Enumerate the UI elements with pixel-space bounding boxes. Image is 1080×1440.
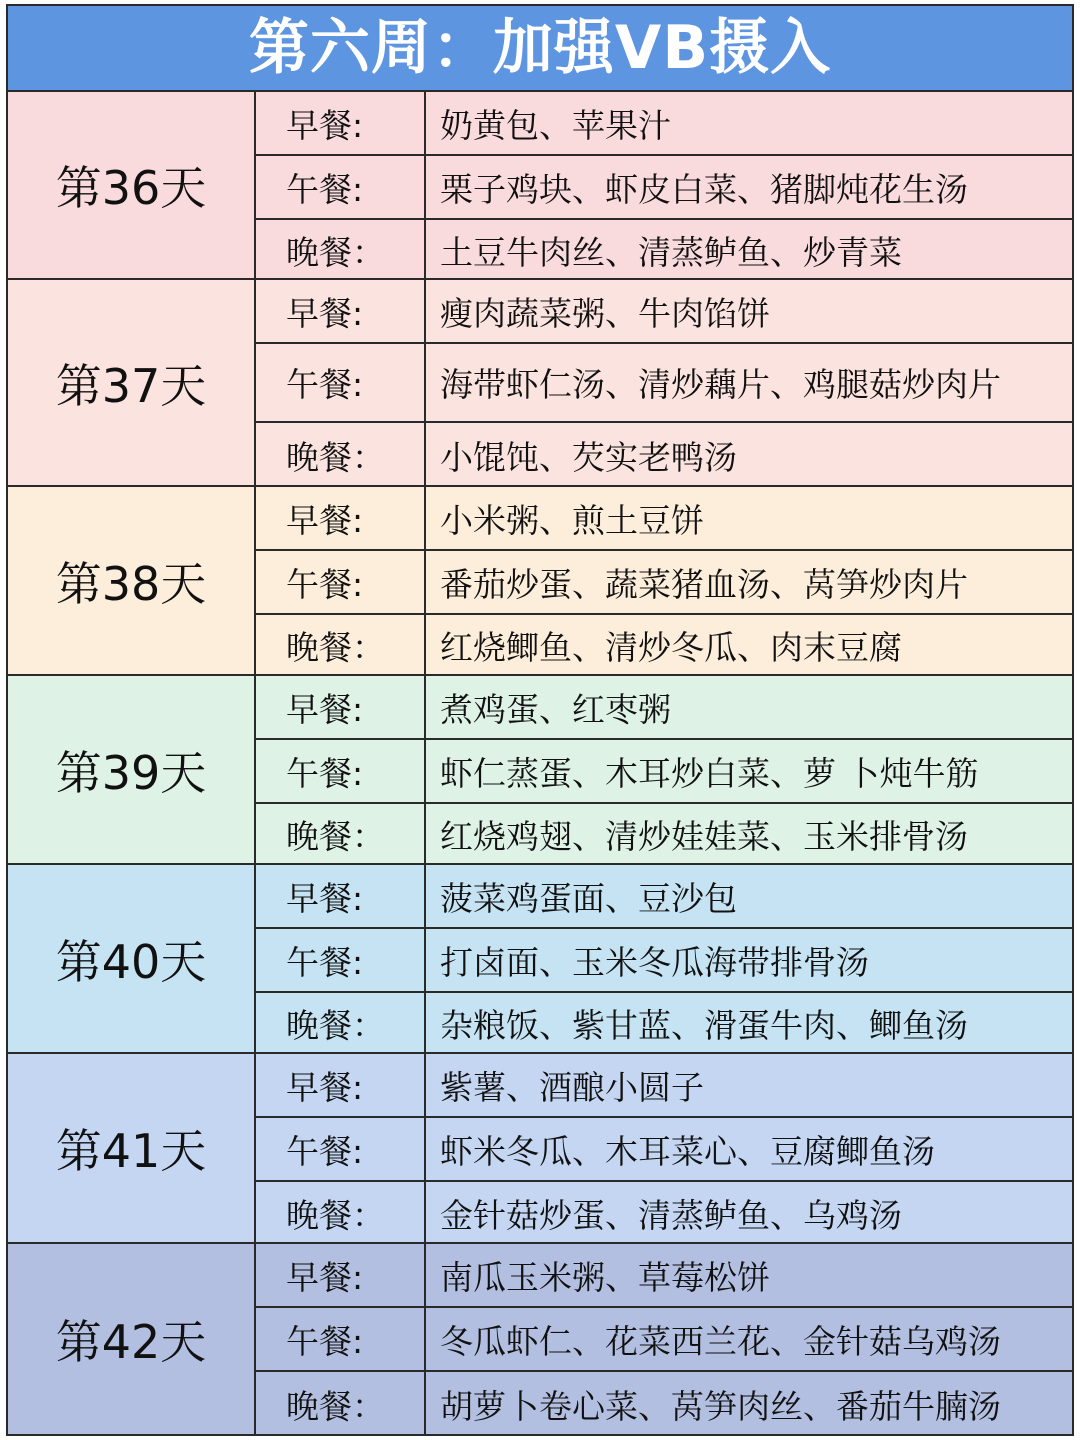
meal-dishes: 海带虾仁汤、清炒藕片、鸡腿菇炒肉片: [440, 365, 1001, 404]
meal-dishes: 奶黄包、苹果汁: [440, 105, 671, 145]
meal-dishes: 南瓜玉米粥、草莓松饼: [440, 1257, 770, 1297]
day-block: [6, 280, 1074, 487]
day-block: [6, 487, 1074, 676]
meal-dishes: 虾仁蒸蛋、木耳炒白菜、萝 卜炖牛筋: [440, 753, 979, 793]
meal-dishes: 番茄炒蛋、蔬菜猪血汤、莴笋炒肉片: [440, 564, 968, 604]
meal-name: 午餐:: [256, 551, 426, 613]
meal-dishes: 打卤面、玉米冬瓜海带排骨汤: [440, 942, 869, 982]
meal-dishes: 虾米冬瓜、木耳菜心、豆腐鲫鱼汤: [440, 1131, 935, 1171]
meal-row: [256, 549, 1074, 613]
day-block: [6, 865, 1074, 1054]
meal-dishes: 土豆牛肉丝、清蒸鲈鱼、炒青菜: [440, 232, 902, 272]
day-label: 第38天: [8, 487, 256, 674]
meal-dishes: 菠菜鸡蛋面、豆沙包: [440, 878, 737, 918]
meal-row: [256, 738, 1074, 802]
meal-row: [256, 1244, 1074, 1306]
meal-row: [256, 487, 1074, 549]
meal-name: 午餐:: [256, 344, 426, 421]
meal-row: [256, 676, 1074, 738]
meal-name: 晚餐：: [256, 1182, 426, 1244]
day-label: 第39天: [8, 676, 256, 863]
meal-name: 晚餐：: [256, 804, 426, 865]
meal-row: [256, 218, 1074, 280]
day-block: [6, 676, 1074, 865]
page-title: 第六周：加强VB摄入: [6, 4, 1074, 92]
day-block: [6, 1244, 1074, 1436]
meal-name: 晚餐：: [256, 615, 426, 676]
meal-name: 晚餐：: [256, 423, 426, 487]
meal-name: 午餐:: [256, 1118, 426, 1180]
meal-row: [256, 1116, 1074, 1180]
day-label: 第42天: [8, 1244, 256, 1434]
meal-row: [256, 927, 1074, 991]
meal-row: [256, 1180, 1074, 1244]
meal-dishes: 小馄饨、芡实老鸭汤: [440, 437, 737, 477]
meal-row: [256, 613, 1074, 676]
meal-row: [256, 865, 1074, 927]
day-label: 第37天: [8, 280, 256, 485]
meal-dishes: 瘦肉蔬菜粥、牛肉馅饼: [440, 293, 770, 333]
day-label: 第36天: [8, 92, 256, 278]
meal-dishes: 红烧鸡翅、清炒娃娃菜、玉米排骨汤: [440, 817, 968, 856]
meal-row: [256, 991, 1074, 1054]
meal-name: 晚餐：: [256, 993, 426, 1054]
meal-dishes: 胡萝卜卷心菜、莴笋肉丝、番茄牛腩汤: [440, 1386, 1001, 1426]
meal-dishes: 紫薯、酒酿小圆子: [440, 1067, 704, 1107]
meal-row: [256, 342, 1074, 421]
meal-row: [256, 1054, 1074, 1116]
meal-dishes: 冬瓜虾仁、花菜西兰花、金针菇乌鸡汤: [440, 1321, 1001, 1361]
meal-name: 早餐:: [256, 280, 426, 342]
meal-dishes: 小米粥、煎土豆饼: [440, 500, 704, 540]
meal-dishes: 杂粮饭、紫甘蓝、滑蛋牛肉、鲫鱼汤: [440, 1006, 968, 1045]
meal-name: 午餐:: [256, 740, 426, 802]
meal-dishes: 金针菇炒蛋、清蒸鲈鱼、乌鸡汤: [440, 1195, 902, 1235]
meal-name: 午餐:: [256, 156, 426, 218]
meal-name: 晚餐：: [256, 220, 426, 280]
day-label: 第41天: [8, 1054, 256, 1242]
meal-name: 早餐:: [256, 1244, 426, 1306]
meal-dishes: 栗子鸡块、虾皮白菜、猪脚炖花生汤: [440, 169, 968, 209]
meal-dishes: 煮鸡蛋、红枣粥: [440, 689, 671, 729]
day-label: 第40天: [8, 865, 256, 1052]
meal-row: [256, 280, 1074, 342]
meal-name: 早餐:: [256, 676, 426, 738]
meal-name: 午餐:: [256, 929, 426, 991]
day-block: [6, 92, 1074, 280]
meal-row: [256, 1370, 1074, 1436]
meal-row: [256, 92, 1074, 154]
meal-row: [256, 802, 1074, 865]
meal-dishes: 红烧鲫鱼、清炒冬瓜、肉末豆腐: [440, 628, 902, 667]
meal-name: 早餐:: [256, 865, 426, 927]
meal-plan-sheet: [6, 4, 1074, 1436]
meal-name: 早餐:: [256, 92, 426, 154]
meal-name: 早餐:: [256, 487, 426, 549]
meal-row: [256, 1306, 1074, 1370]
meal-name: 午餐:: [256, 1308, 426, 1370]
meal-row: [256, 421, 1074, 487]
meal-name: 早餐:: [256, 1054, 426, 1116]
day-block: [6, 1054, 1074, 1244]
meal-name: 晚餐：: [256, 1372, 426, 1436]
meal-row: [256, 154, 1074, 218]
